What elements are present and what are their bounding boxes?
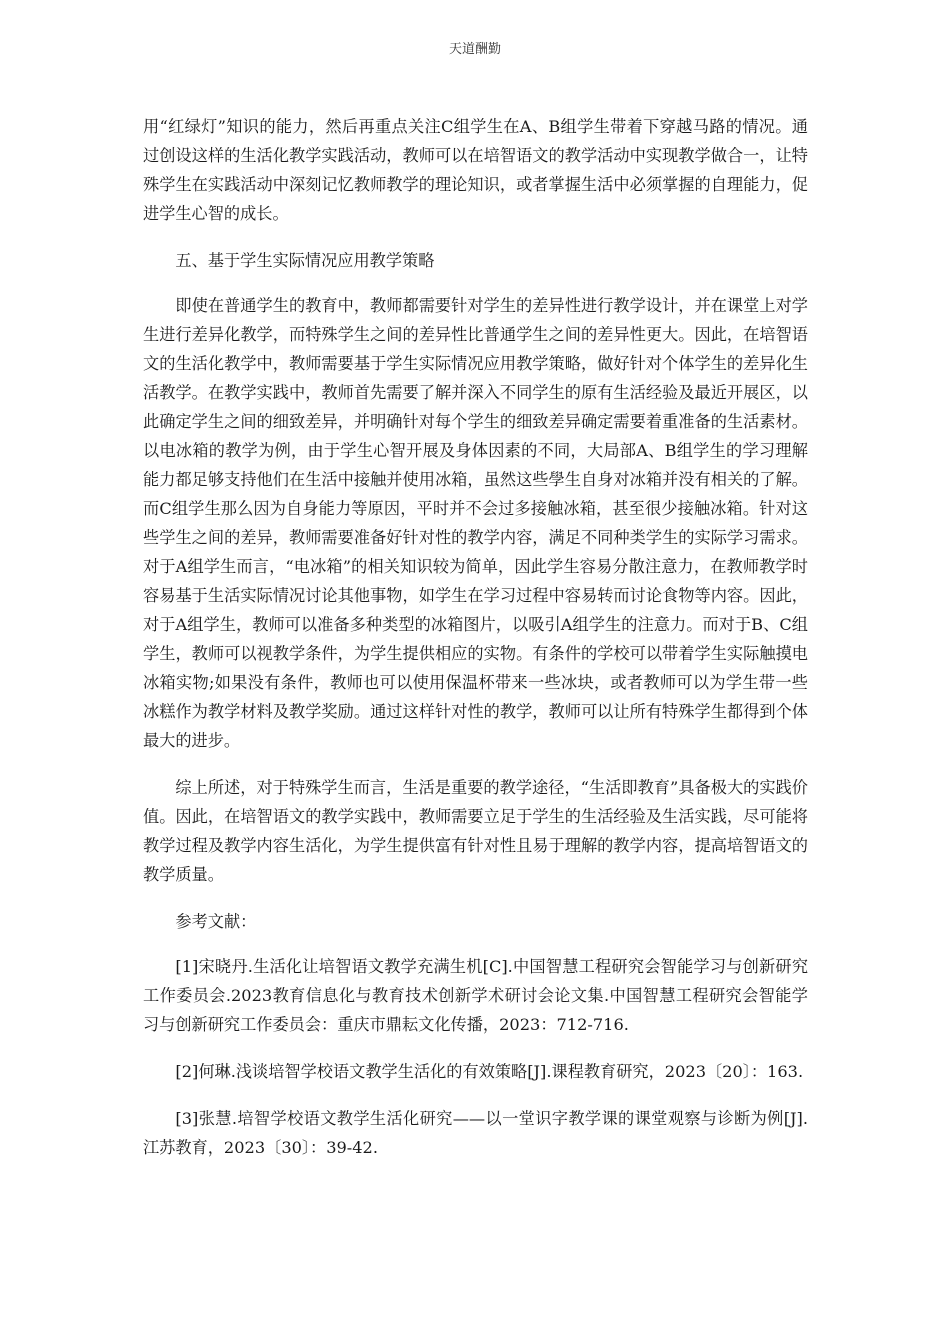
- paragraph-body: 即使在普通学生的教育中，教师都需要针对学生的差异性进行教学设计，并在课堂上对学生进行差异化教学，而特殊学生之间的差异性比普通学生之间的差异性更大。因此，在培智语文的生活化教学中，教师需要基于学生实际情况应用教学策略，做好针对个体学生的差异化生活教学。在教学实践中，教师首先需要了解并深入不同学生的原有生活经验及最近开展区，以此确定学生之间的细致差异，并明确针对每个学生的细致差异确定需要着重准备的生活素材。以电冰箱的教学为例，由于学生心智开展及身体因素的不同，大局部A、B组学生的学习理解能力都足够支持他们在生活中接触并使用冰箱，虽然这些學生自身对冰箱并没有相关的了解。而C组学生那么因为自身能力等原因，平时并不会过多接触冰箱，甚至很少接触冰箱。针对这些学生之间的差异，教师需要准备好针对性的教学内容，满足不同种类学生的实际学习需求。对于A组学生而言，“电冰箱”的相关知识较为简单，因此学生容易分散注意力，在教师教学时容易基于生活实际情况讨论其他事物，如学生在学习过程中容易转而讨论食物等内容。因此，对于A组学生，教师可以准备多种类型的冰箱图片，以吸引A组学生的注意力。而对于B、C组学生，教师可以视教学条件，为学生提供相应的实物。有条件的学校可以带着学生实际触摸电冰箱实物;如果没有条件，教师也可以使用保温杯带来一些冰块，或者教师可以为学生带一些冰糕作为教学材料及教学奖励。通过这样针对性的教学，教师可以让所有特殊学生都得到个体最大的进步。: [143, 296, 808, 750]
- reference-item: [3]张慧.培智学校语文教学生活化研究——以一堂识字教学课的课堂观察与诊断为例[J].江苏教育，2023〔30〕：39-42.: [143, 1109, 808, 1157]
- reference-item: [1]宋晓丹.生活化让培智语文教学充满生机[C].中国智慧工程研究会智能学习与创新研究工作委员会.2023教育信息化与教育技术创新学术研讨会论文集.中国智慧工程研究会智能学习与创新研究工作委员会：重庆市鼎耘文化传播，2023：712-716.: [143, 957, 808, 1034]
- paragraph-conclusion: 综上所述，对于特殊学生而言，生活是重要的教学途径，“生活即教育”具备极大的实践价值。因此，在培智语文的教学实践中，教师需要立足于学生的生活经验及生活实践，尽可能将教学过程及教学内容生活化，为学生提供富有针对性且易于理解的教学内容，提高培智语文的教学质量。: [143, 778, 808, 884]
- paragraph-continuation: 用“红绿灯”知识的能力，然后再重点关注C组学生在A、B组学生带着下穿越马路的情况。通过创设这样的生活化教学实践活动，教师可以在培智语文的教学活动中实现教学做合一，让特殊学生在实践活动中深刻记忆教师教学的理论知识，或者掌握生活中必须掌握的自理能力，促进学生心智的成长。: [143, 117, 808, 223]
- document-body: [143, 112, 808, 1180]
- section-heading: 五、基于学生实际情况应用教学策略: [175, 251, 435, 270]
- references-heading: 参考文献：: [175, 912, 257, 931]
- reference-item: [2]何琳.浅谈培智学校语文教学生活化的有效策略[J].课程教育研究，2023〔20〕：163.: [175, 1062, 804, 1081]
- page-header: 天道酬勤: [448, 42, 501, 57]
